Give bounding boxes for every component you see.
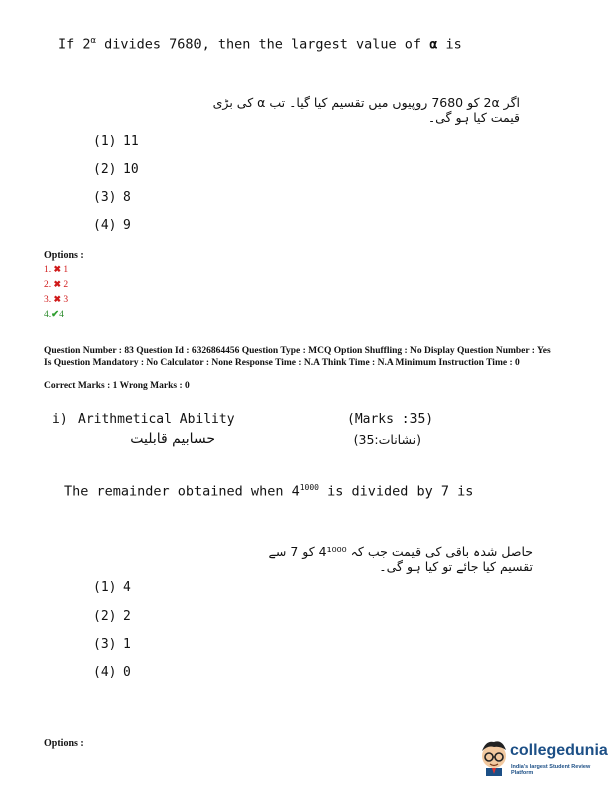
section-name-arabic: حسابیم قابلیت <box>130 431 215 447</box>
logo-wordmark: collegedunia <box>510 742 608 759</box>
check-icon: ✔ <box>51 310 60 320</box>
q2-option-3: (3) 1 <box>93 637 131 652</box>
answer-choice-4: 4.✔4 <box>44 310 64 320</box>
q1-option-4: (4) 9 <box>93 218 131 233</box>
question-1-urdu: اگر 2α کو 7680 روپیوں میں تقسیم کیا گیا۔ تب α کی بڑی قیمت کیا ہو گی۔ <box>212 95 520 125</box>
q1-option-2: (2) 10 <box>93 162 139 177</box>
q1-option-1: (1) 11 <box>93 134 139 149</box>
q2-option-4: (4) 0 <box>93 665 131 680</box>
question-2-urdu: حاصل شدہ باقی کی قیمت جب کہ 4¹⁰⁰⁰ کو 7 سے تقسیم کیا جائے تو کیا ہو گی۔ <box>268 544 533 574</box>
section-marks-urdu: (نشانات:35) <box>353 432 421 447</box>
options-label: Options : <box>44 250 84 261</box>
mascot-logo-icon <box>478 736 510 776</box>
question-2-text: The remainder obtained when $4^{1000}$ is divided by 7 is <box>64 483 474 500</box>
question-1-text: If $2^\alpha$ divides 7680, then the largest value of α is <box>58 36 462 53</box>
section-name: Arithmetical Ability <box>78 412 235 427</box>
answer-choice-3: 3. ✖ 3 <box>44 294 69 305</box>
question-metadata: Question Number : 83 Question Id : 6326864456 Question Type : MCQ Option Shuffling : No Display Question Number : Yes Is Question Mandatory : No Calculator : None Response Time : N.A Think Time : N.A Minimum Instruction Time : 0 <box>44 346 551 368</box>
cross-icon: ✖ <box>53 279 62 289</box>
answer-choice-1: 1. ✖ 1 <box>44 264 69 275</box>
cross-icon: ✖ <box>53 294 62 304</box>
logo-tagline: India's largest Student Review Platform <box>511 764 591 776</box>
answer-choice-2: 2. ✖ 2 <box>44 279 69 290</box>
cross-icon: ✖ <box>53 264 62 274</box>
q2-option-1: (1) 4 <box>93 580 131 595</box>
options-label-footer: Options : <box>44 738 84 749</box>
section-number: i) <box>52 412 68 427</box>
question-marks: Correct Marks : 1 Wrong Marks : 0 <box>44 381 190 391</box>
q2-option-2: (2) 2 <box>93 609 131 624</box>
section-marks: (Marks :35) <box>347 412 434 427</box>
q1-option-3: (3) 8 <box>93 190 131 205</box>
